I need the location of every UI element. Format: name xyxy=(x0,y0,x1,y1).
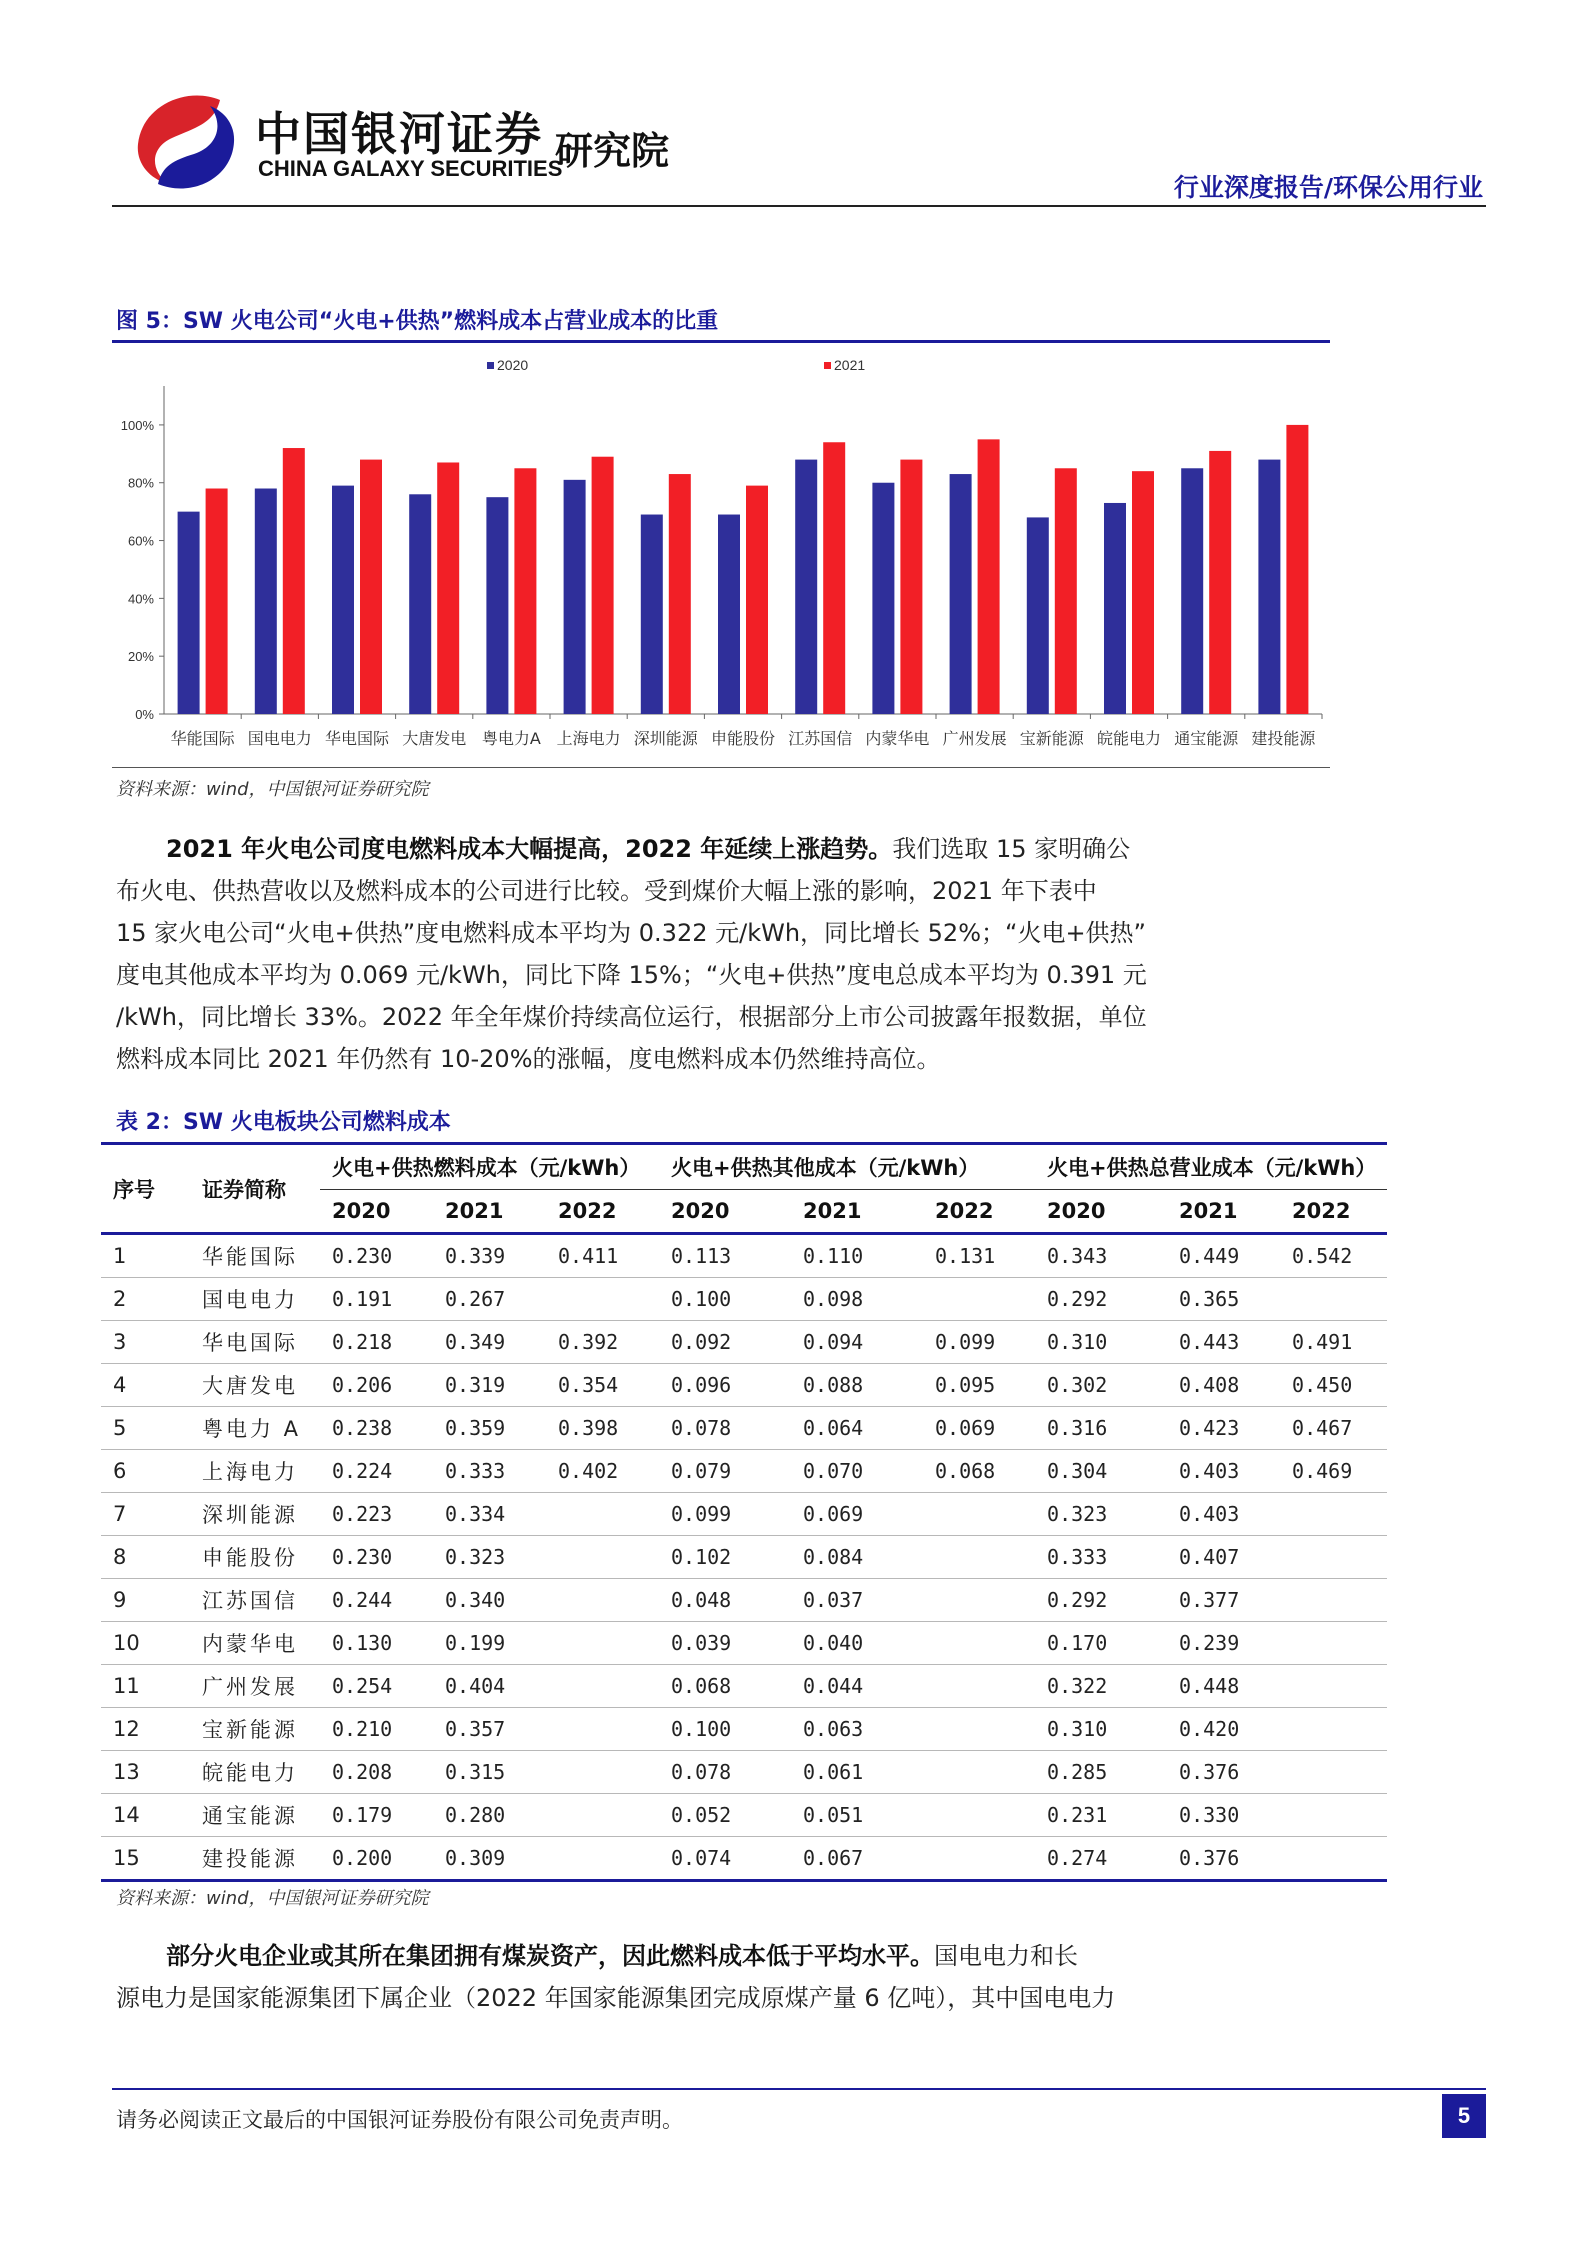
x-tick-label: 国电电力 xyxy=(247,729,312,748)
header-divider xyxy=(112,205,1486,207)
cell-value xyxy=(923,1665,1035,1708)
cell-value xyxy=(546,1665,659,1708)
fuel-cost-table xyxy=(101,1142,1387,1882)
cell-value: 0.230 xyxy=(320,1536,433,1579)
cell-no: 8 xyxy=(101,1536,190,1579)
bar-2020-12 xyxy=(1104,503,1126,714)
cell-value: 0.070 xyxy=(791,1450,923,1493)
bar-2020-3 xyxy=(409,494,431,714)
bar-2020-11 xyxy=(1027,517,1049,714)
bar-2020-5 xyxy=(564,480,586,714)
x-tick-label: 皖能电力 xyxy=(1096,729,1162,748)
cell-value xyxy=(923,1493,1035,1536)
cell-value: 0.402 xyxy=(546,1450,659,1493)
cell-value: 0.170 xyxy=(1035,1622,1167,1665)
cell-company: 皖能电力 xyxy=(190,1751,320,1794)
cell-value: 0.285 xyxy=(1035,1751,1167,1794)
bar-2021-1 xyxy=(283,448,305,714)
cell-value: 0.449 xyxy=(1167,1234,1280,1278)
cell-value: 0.131 xyxy=(923,1234,1035,1278)
paragraph-1-line4: 度电其他成本平均为 0.069 元/kWh，同比下降 15%；“火电+供热”度电总成本平均为 0.391 元 xyxy=(116,961,1147,989)
y-tick-label: 60% xyxy=(127,533,154,549)
bar-2020-8 xyxy=(795,460,817,714)
x-tick-label: 上海电力 xyxy=(556,729,621,748)
cell-value: 0.408 xyxy=(1167,1364,1280,1407)
cell-value: 0.206 xyxy=(320,1364,433,1407)
table-row xyxy=(101,1665,1387,1708)
cell-value: 0.230 xyxy=(320,1234,433,1278)
cell-value xyxy=(1280,1278,1387,1321)
cell-company: 大唐发电 xyxy=(190,1364,320,1407)
y-tick-label: 80% xyxy=(127,475,154,491)
cell-value: 0.359 xyxy=(433,1407,546,1450)
cell-value: 0.037 xyxy=(791,1579,923,1622)
cell-company: 深圳能源 xyxy=(190,1493,320,1536)
cell-value: 0.292 xyxy=(1035,1579,1167,1622)
logo-english-name: CHINA GALAXY SECURITIES xyxy=(258,156,563,181)
bar-2021-3 xyxy=(437,462,459,714)
cell-value: 0.113 xyxy=(659,1234,791,1278)
header-year: 2021 xyxy=(433,1190,546,1234)
cell-value: 0.542 xyxy=(1280,1234,1387,1278)
header-year: 2020 xyxy=(1035,1190,1167,1234)
cell-value: 0.179 xyxy=(320,1794,433,1837)
cell-no: 11 xyxy=(101,1665,190,1708)
header-year: 2022 xyxy=(546,1190,659,1234)
cell-value: 0.199 xyxy=(433,1622,546,1665)
table-source: 资料来源：wind，中国银河证券研究院 xyxy=(116,1888,429,1909)
bar-2021-2 xyxy=(360,460,382,714)
cell-value: 0.074 xyxy=(659,1837,791,1881)
bar-2020-10 xyxy=(950,474,972,714)
cell-value xyxy=(1280,1536,1387,1579)
cell-value: 0.078 xyxy=(659,1751,791,1794)
cell-value: 0.039 xyxy=(659,1622,791,1665)
legend-swatch-2020 xyxy=(487,362,494,369)
header-year: 2022 xyxy=(1280,1190,1387,1234)
header-year: 2021 xyxy=(1167,1190,1280,1234)
header-name: 证券简称 xyxy=(190,1144,320,1234)
table-row xyxy=(101,1751,1387,1794)
cell-no: 2 xyxy=(101,1278,190,1321)
cell-no: 12 xyxy=(101,1708,190,1751)
cell-company: 建投能源 xyxy=(190,1837,320,1881)
cell-value xyxy=(923,1579,1035,1622)
x-tick-label: 广州发展 xyxy=(942,729,1007,748)
cell-value xyxy=(546,1536,659,1579)
paragraph-2-lead: 部分火电企业或其所在集团拥有煤炭资产，因此燃料成本低于平均水平。 xyxy=(166,1942,934,1970)
x-tick-label: 建投能源 xyxy=(1251,729,1316,748)
legend-label-2021: 2021 xyxy=(834,357,866,373)
table-row xyxy=(101,1794,1387,1837)
cell-value: 0.404 xyxy=(433,1665,546,1708)
cell-value: 0.048 xyxy=(659,1579,791,1622)
cell-company: 宝新能源 xyxy=(190,1708,320,1751)
cell-value: 0.376 xyxy=(1167,1837,1280,1881)
cell-value: 0.323 xyxy=(433,1536,546,1579)
company-logo-icon xyxy=(128,92,240,192)
cell-company: 申能股份 xyxy=(190,1536,320,1579)
x-tick-label: 宝新能源 xyxy=(1019,729,1084,748)
x-tick-label: 华电国际 xyxy=(324,729,390,748)
x-tick-label: 申能股份 xyxy=(710,729,776,748)
cell-value: 0.357 xyxy=(433,1708,546,1751)
cell-value: 0.403 xyxy=(1167,1450,1280,1493)
cell-value xyxy=(923,1837,1035,1881)
table-title: 表 2：SW 火电板块公司燃料成本 xyxy=(116,1110,451,1135)
header-year: 2020 xyxy=(320,1190,433,1234)
cell-value: 0.354 xyxy=(546,1364,659,1407)
cell-company: 国电电力 xyxy=(190,1278,320,1321)
cell-value: 0.069 xyxy=(791,1493,923,1536)
table-row xyxy=(101,1321,1387,1364)
cell-value: 0.223 xyxy=(320,1493,433,1536)
header-year: 2020 xyxy=(659,1190,791,1234)
institute-label: 研究院 xyxy=(555,129,670,173)
cell-no: 1 xyxy=(101,1234,190,1278)
bar-2020-6 xyxy=(641,515,663,714)
cell-value: 0.323 xyxy=(1035,1493,1167,1536)
cell-value: 0.130 xyxy=(320,1622,433,1665)
cell-value: 0.349 xyxy=(433,1321,546,1364)
table-row xyxy=(101,1536,1387,1579)
paragraph-2 xyxy=(116,1935,1206,2019)
cell-value: 0.224 xyxy=(320,1450,433,1493)
cell-value: 0.067 xyxy=(791,1837,923,1881)
cell-value: 0.280 xyxy=(433,1794,546,1837)
table-row xyxy=(101,1234,1387,1278)
cell-value: 0.398 xyxy=(546,1407,659,1450)
table-row xyxy=(101,1278,1387,1321)
cell-value: 0.467 xyxy=(1280,1407,1387,1450)
bar-2021-13 xyxy=(1209,451,1231,714)
paragraph-1-lead: 2021 年火电公司度电燃料成本大幅提高，2022 年延续上涨趋势。 xyxy=(166,835,893,863)
cell-value xyxy=(1280,1622,1387,1665)
cell-company: 华能国际 xyxy=(190,1234,320,1278)
cell-value: 0.274 xyxy=(1035,1837,1167,1881)
legend-label-2020: 2020 xyxy=(497,357,529,373)
figure-source: 资料来源：wind，中国银河证券研究院 xyxy=(116,779,429,800)
cell-value xyxy=(923,1622,1035,1665)
cell-value: 0.210 xyxy=(320,1708,433,1751)
cell-value: 0.100 xyxy=(659,1708,791,1751)
cell-no: 14 xyxy=(101,1794,190,1837)
cell-value: 0.315 xyxy=(433,1751,546,1794)
y-tick-label: 100% xyxy=(120,417,154,433)
cell-value: 0.420 xyxy=(1167,1708,1280,1751)
cell-value: 0.333 xyxy=(1035,1536,1167,1579)
y-tick-label: 20% xyxy=(127,649,154,665)
cell-value: 0.334 xyxy=(433,1493,546,1536)
cell-value: 0.491 xyxy=(1280,1321,1387,1364)
cell-value: 0.302 xyxy=(1035,1364,1167,1407)
table-row xyxy=(101,1622,1387,1665)
cell-value: 0.064 xyxy=(791,1407,923,1450)
cell-value: 0.099 xyxy=(923,1321,1035,1364)
bar-2020-2 xyxy=(332,486,354,714)
cell-no: 4 xyxy=(101,1364,190,1407)
cell-value: 0.239 xyxy=(1167,1622,1280,1665)
cell-value: 0.191 xyxy=(320,1278,433,1321)
cell-value: 0.450 xyxy=(1280,1364,1387,1407)
cell-value: 0.078 xyxy=(659,1407,791,1450)
cell-value xyxy=(546,1622,659,1665)
header-year: 2022 xyxy=(923,1190,1035,1234)
cell-no: 5 xyxy=(101,1407,190,1450)
paragraph-2-line1: 国电电力和长 xyxy=(934,1942,1078,1970)
cell-value xyxy=(1280,1837,1387,1881)
cell-no: 3 xyxy=(101,1321,190,1364)
legend-swatch-2021 xyxy=(824,362,831,369)
cell-value: 0.244 xyxy=(320,1579,433,1622)
cell-value: 0.095 xyxy=(923,1364,1035,1407)
bar-2020-1 xyxy=(255,489,277,714)
cell-value xyxy=(546,1794,659,1837)
cell-value: 0.319 xyxy=(433,1364,546,1407)
paragraph-1 xyxy=(116,828,1206,1080)
bar-2020-7 xyxy=(718,515,740,714)
cell-value: 0.100 xyxy=(659,1278,791,1321)
header-no: 序号 xyxy=(101,1144,190,1234)
cell-value: 0.310 xyxy=(1035,1321,1167,1364)
cell-company: 粤电力 A xyxy=(190,1407,320,1450)
report-type: 行业深度报告/环保公用行业 xyxy=(1173,173,1483,202)
bar-2021-5 xyxy=(592,457,614,714)
x-tick-label: 通宝能源 xyxy=(1174,729,1239,748)
cell-value: 0.092 xyxy=(659,1321,791,1364)
cell-no: 13 xyxy=(101,1751,190,1794)
cell-value xyxy=(1280,1751,1387,1794)
cell-value: 0.218 xyxy=(320,1321,433,1364)
cell-value: 0.044 xyxy=(791,1665,923,1708)
cell-company: 江苏国信 xyxy=(190,1579,320,1622)
cell-value: 0.096 xyxy=(659,1364,791,1407)
cell-value: 0.200 xyxy=(320,1837,433,1881)
paragraph-1-line5: /kWh，同比增长 33%。2022 年全年煤价持续高位运行，根据部分上市公司披露年报数据，单位 xyxy=(116,1003,1147,1031)
cell-value: 0.423 xyxy=(1167,1407,1280,1450)
cell-value: 0.061 xyxy=(791,1751,923,1794)
cell-value: 0.208 xyxy=(320,1751,433,1794)
cell-value xyxy=(1280,1493,1387,1536)
cell-value: 0.309 xyxy=(433,1837,546,1881)
cell-value xyxy=(923,1278,1035,1321)
bar-2021-0 xyxy=(206,489,228,714)
cell-value: 0.322 xyxy=(1035,1665,1167,1708)
cell-company: 上海电力 xyxy=(190,1450,320,1493)
cell-value xyxy=(1280,1708,1387,1751)
cell-value xyxy=(1280,1579,1387,1622)
table-row xyxy=(101,1579,1387,1622)
bar-2021-7 xyxy=(746,486,768,714)
bar-chart xyxy=(112,348,1330,763)
x-tick-label: 内蒙华电 xyxy=(865,729,930,748)
cell-value: 0.392 xyxy=(546,1321,659,1364)
table-row xyxy=(101,1407,1387,1450)
x-tick-label: 深圳能源 xyxy=(633,729,698,748)
cell-value xyxy=(923,1751,1035,1794)
cell-value: 0.099 xyxy=(659,1493,791,1536)
bar-2021-8 xyxy=(823,442,845,714)
figure-top-rule xyxy=(112,340,1330,343)
x-tick-label: 华能国际 xyxy=(170,729,235,748)
cell-value: 0.316 xyxy=(1035,1407,1167,1450)
cell-company: 华电国际 xyxy=(190,1321,320,1364)
cell-company: 广州发展 xyxy=(190,1665,320,1708)
header-group-other: 火电+供热其他成本（元/kWh） xyxy=(659,1144,1035,1190)
bar-2021-9 xyxy=(900,460,922,714)
bar-2020-9 xyxy=(872,483,894,714)
cell-value: 0.040 xyxy=(791,1622,923,1665)
bar-2021-6 xyxy=(669,474,691,714)
cell-value xyxy=(1280,1665,1387,1708)
cell-value: 0.052 xyxy=(659,1794,791,1837)
cell-value: 0.411 xyxy=(546,1234,659,1278)
bar-2021-12 xyxy=(1132,471,1154,714)
bar-2021-11 xyxy=(1055,468,1077,714)
cell-value xyxy=(546,1579,659,1622)
header-group-fuel: 火电+供热燃料成本（元/kWh） xyxy=(320,1144,659,1190)
cell-value xyxy=(546,1493,659,1536)
y-tick-label: 40% xyxy=(127,591,154,607)
cell-value: 0.292 xyxy=(1035,1278,1167,1321)
cell-no: 10 xyxy=(101,1622,190,1665)
table-row xyxy=(101,1708,1387,1751)
figure-title: 图 5：SW 火电公司“火电+供热”燃料成本占营业成本的比重 xyxy=(116,309,719,334)
cell-value: 0.339 xyxy=(433,1234,546,1278)
header-year: 2021 xyxy=(791,1190,923,1234)
cell-value: 0.469 xyxy=(1280,1450,1387,1493)
cell-value: 0.102 xyxy=(659,1536,791,1579)
cell-value: 0.340 xyxy=(433,1579,546,1622)
bar-2020-13 xyxy=(1181,468,1203,714)
cell-value: 0.377 xyxy=(1167,1579,1280,1622)
cell-value xyxy=(923,1536,1035,1579)
bar-2020-14 xyxy=(1258,460,1280,714)
cell-value: 0.231 xyxy=(1035,1794,1167,1837)
cell-no: 15 xyxy=(101,1837,190,1881)
cell-value: 0.069 xyxy=(923,1407,1035,1450)
cell-value: 0.088 xyxy=(791,1364,923,1407)
cell-value: 0.094 xyxy=(791,1321,923,1364)
bar-2020-0 xyxy=(178,512,200,714)
cell-value xyxy=(923,1708,1035,1751)
cell-value: 0.333 xyxy=(433,1450,546,1493)
cell-value: 0.403 xyxy=(1167,1493,1280,1536)
x-tick-label: 大唐发电 xyxy=(402,729,467,748)
cell-value: 0.376 xyxy=(1167,1751,1280,1794)
page-number: 5 xyxy=(1442,2094,1486,2138)
x-tick-label: 江苏国信 xyxy=(788,729,853,748)
cell-value: 0.063 xyxy=(791,1708,923,1751)
cell-value: 0.051 xyxy=(791,1794,923,1837)
cell-no: 6 xyxy=(101,1450,190,1493)
bar-2021-10 xyxy=(978,439,1000,714)
bar-2021-14 xyxy=(1286,425,1308,714)
table-row xyxy=(101,1364,1387,1407)
footer-divider xyxy=(112,2088,1486,2090)
cell-value: 0.079 xyxy=(659,1450,791,1493)
cell-no: 9 xyxy=(101,1579,190,1622)
table-body xyxy=(101,1234,1387,1881)
cell-value: 0.110 xyxy=(791,1234,923,1278)
paragraph-2-line2: 源电力是国家能源集团下属企业（2022 年国家能源集团完成原煤产量 6 亿吨），其中国电电力 xyxy=(116,1984,1116,2012)
cell-value: 0.310 xyxy=(1035,1708,1167,1751)
cell-value: 0.267 xyxy=(433,1278,546,1321)
table-row xyxy=(101,1450,1387,1493)
cell-value: 0.068 xyxy=(923,1450,1035,1493)
table-row xyxy=(101,1837,1387,1881)
paragraph-1-line3: 15 家火电公司“火电+供热”度电燃料成本平均为 0.322 元/kWh，同比增长 52%；“火电+供热” xyxy=(116,919,1146,947)
cell-value: 0.443 xyxy=(1167,1321,1280,1364)
logo-chinese-name: 中国银河证券 xyxy=(255,107,543,161)
cell-value: 0.084 xyxy=(791,1536,923,1579)
cell-value xyxy=(546,1708,659,1751)
paragraph-1-line2: 布火电、供热营收以及燃料成本的公司进行比较。受到煤价大幅上涨的影响，2021 年下表中 xyxy=(116,877,1097,905)
cell-no: 7 xyxy=(101,1493,190,1536)
cell-value: 0.330 xyxy=(1167,1794,1280,1837)
cell-value xyxy=(546,1751,659,1794)
cell-value xyxy=(923,1794,1035,1837)
figure-bottom-rule xyxy=(112,767,1330,768)
bar-2021-4 xyxy=(514,468,536,714)
y-tick-label: 0% xyxy=(135,707,154,722)
bar-2020-4 xyxy=(486,497,508,714)
header-group-total: 火电+供热总营业成本（元/kWh） xyxy=(1035,1144,1387,1190)
cell-company: 通宝能源 xyxy=(190,1794,320,1837)
footer-disclaimer: 请务必阅读正文最后的中国银河证券股份有限公司免责声明。 xyxy=(116,2108,683,2132)
x-tick-label: 粤电力A xyxy=(481,729,541,748)
cell-value: 0.238 xyxy=(320,1407,433,1450)
cell-value: 0.448 xyxy=(1167,1665,1280,1708)
cell-value: 0.068 xyxy=(659,1665,791,1708)
cell-company: 内蒙华电 xyxy=(190,1622,320,1665)
paragraph-1-line1: 我们选取 15 家明确公 xyxy=(892,835,1131,863)
cell-value xyxy=(546,1837,659,1881)
table-row xyxy=(101,1493,1387,1536)
cell-value: 0.407 xyxy=(1167,1536,1280,1579)
paragraph-1-line6: 燃料成本同比 2021 年仍然有 10-20%的涨幅，度电燃料成本仍然维持高位。 xyxy=(116,1045,941,1073)
cell-value: 0.098 xyxy=(791,1278,923,1321)
cell-value xyxy=(1280,1794,1387,1837)
cell-value: 0.343 xyxy=(1035,1234,1167,1278)
cell-value xyxy=(546,1278,659,1321)
cell-value: 0.365 xyxy=(1167,1278,1280,1321)
cell-value: 0.304 xyxy=(1035,1450,1167,1493)
cell-value: 0.254 xyxy=(320,1665,433,1708)
